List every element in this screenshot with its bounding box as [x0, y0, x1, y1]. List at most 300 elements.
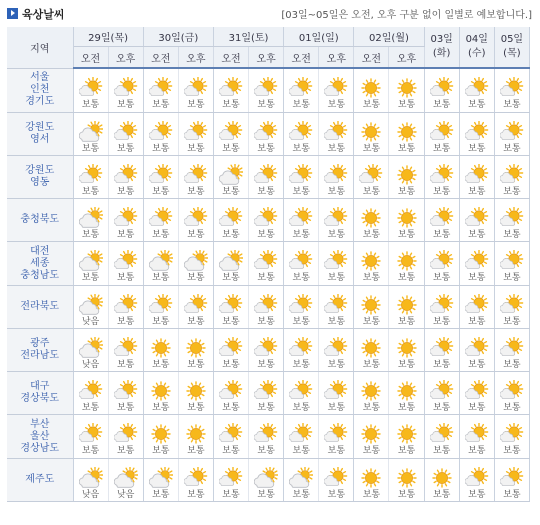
forecast-cell: [213, 156, 248, 199]
rain-chance-label: 보통: [116, 317, 135, 327]
rain-chance-label: 보통: [187, 230, 205, 240]
rain-chance-label: 보통: [292, 360, 310, 370]
forecast-cell: [178, 459, 213, 502]
forecast-cell: [389, 459, 424, 502]
rain-chance-label: 보통: [152, 490, 170, 500]
rain-chance-label: 보통: [503, 230, 521, 240]
rain-chance-label: 보통: [432, 230, 451, 240]
partly-cloudy-icon: [79, 380, 103, 402]
rain-chance-label: 보통: [152, 317, 170, 327]
forecast-cell: [494, 199, 529, 242]
partly-cloudy-icon: [219, 294, 243, 316]
rain-chance-label: 보통: [187, 144, 205, 154]
partly-cloudy-icon: [114, 294, 138, 316]
partly-cloudy-icon: [465, 423, 489, 445]
forecast-cell: [108, 459, 143, 502]
sunny-icon: [395, 467, 419, 489]
partly-cloudy-icon: [219, 423, 243, 445]
region-name: 충청북도: [7, 199, 73, 242]
partly-cloudy-icon: [430, 294, 454, 316]
forecast-cell: [319, 199, 354, 242]
partly-cloudy-icon: [430, 423, 454, 445]
partly-cloudy-icon: [149, 164, 173, 186]
rain-chance-label: 보통: [81, 273, 100, 283]
rain-chance-label: 보통: [362, 144, 381, 154]
partly-cloudy-icon: [254, 337, 278, 359]
partly-cloudy-icon: [219, 207, 243, 229]
forecast-cell: [459, 372, 494, 415]
rain-chance-label: 보통: [362, 490, 381, 500]
rain-chance-label: 보통: [257, 230, 275, 240]
forecast-cell: [73, 459, 108, 502]
forecast-cell: [178, 329, 213, 372]
rain-chance-label: 보통: [222, 144, 240, 154]
rain-chance-label: 보통: [81, 230, 100, 240]
partly-cloudy-icon: [219, 467, 243, 489]
partly-cloudy-icon: [289, 250, 313, 272]
partly-cloudy-icon: [500, 250, 524, 272]
rain-chance-label: 보통: [292, 144, 310, 154]
cloudy-sun-icon: [79, 121, 103, 143]
forecast-cell: [108, 156, 143, 199]
forecast-cell: [108, 199, 143, 242]
partly-cloudy-icon: [289, 337, 313, 359]
forecast-cell: [249, 242, 284, 286]
partly-cloudy-icon: [219, 77, 243, 99]
rain-chance-label: 보통: [257, 144, 275, 154]
partly-cloudy-icon: [114, 121, 138, 143]
forecast-cell: [143, 242, 178, 286]
partly-cloudy-icon: [254, 380, 278, 402]
rain-chance-label: 보통: [397, 187, 416, 197]
forecast-cell: [284, 199, 319, 242]
rain-chance-label: 보통: [362, 230, 381, 240]
partly-cloudy-icon: [219, 121, 243, 143]
partly-cloudy-icon: [289, 164, 313, 186]
forecast-cell: [73, 242, 108, 286]
forecast-cell: [424, 242, 459, 286]
rain-chance-label: 보통: [222, 446, 240, 456]
partly-cloudy-icon: [254, 77, 278, 99]
partly-cloudy-icon: [430, 337, 454, 359]
forecast-cell: [424, 459, 459, 502]
rain-chance-label: 보통: [503, 100, 521, 110]
rain-chance-label: 보통: [116, 100, 135, 110]
rain-chance-label: 보통: [362, 403, 381, 413]
rain-chance-label: 보통: [468, 273, 486, 283]
forecast-cell: [213, 372, 248, 415]
forecast-cell: [494, 459, 529, 502]
partly-cloudy-icon: [500, 164, 524, 186]
rain-chance-label: 보통: [503, 360, 521, 370]
forecast-cell: [178, 199, 213, 242]
rain-chance-label: 보통: [503, 144, 521, 154]
cloudy-sun-icon: [254, 467, 278, 489]
region-name: 부산 울산 경상남도: [7, 415, 73, 459]
rain-chance-label: 보통: [257, 273, 275, 283]
forecast-cell: [249, 286, 284, 329]
weather-table: [7, 27, 530, 502]
am-header: 오전: [73, 47, 108, 69]
forecast-cell: [284, 156, 319, 199]
partly-cloudy-icon: [254, 164, 278, 186]
pm-header: 오후: [178, 47, 213, 69]
page-title: 육상날씨: [22, 8, 65, 21]
rain-chance-label: 보통: [397, 446, 416, 456]
forecast-cell: [459, 459, 494, 502]
rain-chance-label: 보통: [503, 317, 521, 327]
partly-cloudy-icon: [465, 207, 489, 229]
forecast-cell: [213, 329, 248, 372]
rain-chance-label: 보통: [222, 403, 240, 413]
rain-chance-label: 보통: [432, 490, 451, 500]
rain-chance-label: 보통: [327, 446, 346, 456]
forecast-cell: [354, 113, 389, 156]
sunny-icon: [184, 423, 208, 445]
rain-chance-label: 보통: [327, 187, 346, 197]
forecast-cell: [319, 372, 354, 415]
forecast-cell: [494, 113, 529, 156]
region-row: [7, 113, 530, 156]
rain-chance-label: 보통: [257, 490, 275, 500]
forecast-cell: [73, 372, 108, 415]
rain-chance-label: 보통: [222, 360, 240, 370]
day-header: [424, 27, 459, 68]
forecast-cell: [319, 329, 354, 372]
forecast-cell: [108, 242, 143, 286]
forecast-cell: [213, 286, 248, 329]
partly-cloudy-icon: [254, 294, 278, 316]
forecast-cell: [249, 156, 284, 199]
sunny-icon: [184, 380, 208, 402]
rain-chance-label: 낮음: [81, 490, 100, 500]
region-row: [7, 242, 530, 286]
partly-cloudy-icon: [219, 337, 243, 359]
sunny-icon: [359, 121, 383, 143]
rain-chance-label: 보통: [152, 100, 170, 110]
rain-chance-label: 보통: [468, 317, 486, 327]
rain-chance-label: 보통: [116, 144, 135, 154]
rain-chance-label: 보통: [468, 230, 486, 240]
rain-chance-label: 보통: [432, 273, 451, 283]
rain-chance-label: 보통: [222, 187, 240, 197]
rain-chance-label: 보통: [116, 273, 135, 283]
partly-cloudy-icon: [500, 467, 524, 489]
forecast-cell: [143, 113, 178, 156]
rain-chance-label: 보통: [257, 187, 275, 197]
sunny-icon: [359, 337, 383, 359]
forecast-cell: [354, 329, 389, 372]
day-header-date: 05일: [500, 34, 524, 45]
partly-cloudy-icon: [324, 121, 348, 143]
rain-chance-label: 보통: [222, 100, 240, 110]
rain-chance-label: 보통: [292, 317, 310, 327]
rain-chance-label: 보통: [81, 100, 100, 110]
forecast-cell: [178, 113, 213, 156]
sunny-icon: [395, 164, 419, 186]
rain-chance-label: 보통: [222, 317, 240, 327]
forecast-cell: [73, 415, 108, 459]
sunny-icon: [359, 294, 383, 316]
forecast-cell: [249, 199, 284, 242]
partly-cloudy-icon: [289, 77, 313, 99]
rain-chance-label: 보통: [81, 144, 100, 154]
rain-chance-label: 보통: [327, 360, 346, 370]
forecast-cell: [319, 156, 354, 199]
rain-chance-label: 보통: [152, 446, 170, 456]
day-header: 30일(금): [143, 27, 213, 47]
forecast-cell: [249, 329, 284, 372]
region-name: 제주도: [7, 459, 73, 502]
partly-cloudy-icon: [289, 294, 313, 316]
rain-chance-label: 보통: [187, 490, 205, 500]
rain-chance-label: 보통: [257, 403, 275, 413]
day-header: 29일(목): [73, 27, 143, 47]
region-name: 강원도 영동: [7, 156, 73, 199]
rain-chance-label: 보통: [362, 446, 381, 456]
cloudy-sun-icon: [79, 207, 103, 229]
forecast-cell: [178, 372, 213, 415]
partly-cloudy-icon: [184, 164, 208, 186]
sunny-icon: [395, 380, 419, 402]
rain-chance-label: 보통: [152, 187, 170, 197]
forecast-cell: [494, 329, 529, 372]
forecast-cell: [354, 199, 389, 242]
day-header: [494, 27, 529, 68]
forecast-cell: [213, 113, 248, 156]
partly-cloudy-icon: [465, 380, 489, 402]
rain-chance-label: 보통: [222, 230, 240, 240]
forecast-cell: [284, 459, 319, 502]
day-header-date: 04일: [465, 34, 488, 45]
day-header: 02일(월): [354, 27, 424, 47]
partly-cloudy-icon: [254, 121, 278, 143]
forecast-cell: [284, 113, 319, 156]
region-name: 전라북도: [7, 286, 73, 329]
forecast-cell: [354, 372, 389, 415]
rain-chance-label: 보통: [432, 317, 451, 327]
day-header-weekday: (수): [468, 48, 486, 59]
partly-cloudy-icon: [324, 380, 348, 402]
region-name: 서울 인천 경기도: [7, 68, 73, 113]
region-row: [7, 286, 530, 329]
pm-header: 오후: [389, 47, 424, 69]
partly-cloudy-icon: [114, 337, 138, 359]
rain-chance-label: 낮음: [81, 317, 100, 327]
partly-cloudy-icon: [184, 207, 208, 229]
forecast-cell: [319, 113, 354, 156]
rain-chance-label: 보통: [292, 230, 310, 240]
sunny-icon: [359, 380, 383, 402]
rain-chance-label: 보통: [468, 100, 486, 110]
partly-cloudy-icon: [430, 250, 454, 272]
forecast-cell: [424, 372, 459, 415]
title-arrow-icon: [7, 8, 18, 19]
rain-chance-label: 보통: [327, 273, 346, 283]
forecast-cell: [494, 156, 529, 199]
partly-cloudy-icon: [149, 77, 173, 99]
rain-chance-label: 낮음: [116, 490, 135, 500]
rain-chance-label: 보통: [292, 187, 310, 197]
pm-header: 오후: [319, 47, 354, 69]
cloudy-sun-icon: [79, 337, 103, 359]
rain-chance-label: 보통: [152, 230, 170, 240]
partly-cloudy-icon: [359, 164, 383, 186]
rain-chance-label: 보통: [292, 490, 310, 500]
sunny-icon: [359, 467, 383, 489]
partly-cloudy-icon: [465, 164, 489, 186]
forecast-cell: [108, 68, 143, 113]
partly-cloudy-icon: [430, 207, 454, 229]
partly-cloudy-icon: [324, 164, 348, 186]
forecast-cell: [494, 242, 529, 286]
forecast-cell: [213, 199, 248, 242]
partly-cloudy-icon: [114, 250, 138, 272]
partly-cloudy-icon: [254, 207, 278, 229]
cloudy-sun-icon: [79, 250, 103, 272]
forecast-cell: [459, 199, 494, 242]
sunny-icon: [395, 337, 419, 359]
forecast-cell: [354, 68, 389, 113]
forecast-cell: [459, 68, 494, 113]
forecast-cell: [354, 156, 389, 199]
rain-chance-label: 보통: [257, 100, 275, 110]
rain-chance-label: 보통: [327, 100, 346, 110]
forecast-cell: [319, 286, 354, 329]
forecast-cell: [284, 286, 319, 329]
partly-cloudy-icon: [324, 77, 348, 99]
forecast-cell: [249, 415, 284, 459]
forecast-cell: [73, 199, 108, 242]
partly-cloudy-icon: [500, 121, 524, 143]
forecast-cell: [354, 286, 389, 329]
forecast-cell: [389, 415, 424, 459]
rain-chance-label: 보통: [362, 360, 381, 370]
forecast-cell: [284, 329, 319, 372]
rain-chance-label: 보통: [187, 446, 205, 456]
forecast-cell: [319, 459, 354, 502]
rain-chance-label: 보통: [292, 446, 310, 456]
forecast-cell: [143, 286, 178, 329]
cloudy-sun-icon: [149, 467, 173, 489]
forecast-cell: [178, 68, 213, 113]
partly-cloudy-icon: [254, 423, 278, 445]
forecast-cell: [389, 68, 424, 113]
forecast-cell: [213, 68, 248, 113]
region-header: 지역: [7, 27, 73, 68]
partly-cloudy-icon: [79, 423, 103, 445]
rain-chance-label: 보통: [187, 100, 205, 110]
forecast-cell: [73, 68, 108, 113]
rain-chance-label: 보통: [468, 403, 486, 413]
partly-cloudy-icon: [430, 164, 454, 186]
sunny-icon: [149, 380, 173, 402]
forecast-cell: [459, 329, 494, 372]
forecast-cell: [143, 199, 178, 242]
pm-header: 오후: [108, 47, 143, 69]
forecast-cell: [494, 415, 529, 459]
forecast-cell: [73, 329, 108, 372]
rain-chance-label: 보통: [116, 360, 135, 370]
region-row: [7, 372, 530, 415]
forecast-cell: [73, 286, 108, 329]
rain-chance-label: 보통: [116, 446, 135, 456]
rain-chance-label: 보통: [397, 144, 416, 154]
forecast-cell: [459, 415, 494, 459]
forecast-cell: [108, 415, 143, 459]
rain-chance-label: 보통: [397, 100, 416, 110]
region-row: [7, 459, 530, 502]
forecast-cell: [213, 242, 248, 286]
rain-chance-label: 보통: [397, 403, 416, 413]
partly-cloudy-icon: [184, 77, 208, 99]
forecast-cell: [354, 459, 389, 502]
region-row: [7, 199, 530, 242]
partly-cloudy-icon: [324, 250, 348, 272]
rain-chance-label: 보통: [257, 360, 275, 370]
partly-cloudy-icon: [465, 467, 489, 489]
am-header: 오전: [284, 47, 319, 69]
forecast-cell: [178, 156, 213, 199]
rain-chance-label: 보통: [327, 317, 346, 327]
forecast-cell: [319, 68, 354, 113]
rain-chance-label: 보통: [152, 273, 170, 283]
partly-cloudy-icon: [114, 164, 138, 186]
rain-chance-label: 보통: [257, 446, 275, 456]
rain-chance-label: 보통: [362, 187, 381, 197]
partly-cloudy-icon: [324, 467, 348, 489]
partly-cloudy-icon: [184, 467, 208, 489]
forecast-cell: [178, 242, 213, 286]
partly-cloudy-icon: [500, 337, 524, 359]
partly-cloudy-icon: [465, 77, 489, 99]
partly-cloudy-icon: [430, 380, 454, 402]
sunny-icon: [395, 294, 419, 316]
sunny-icon: [395, 207, 419, 229]
rain-chance-label: 보통: [327, 490, 346, 500]
region-row: [7, 329, 530, 372]
forecast-cell: [108, 113, 143, 156]
partly-cloudy-icon: [465, 250, 489, 272]
region-row: [7, 156, 530, 199]
forecast-cell: [73, 156, 108, 199]
forecast-cell: [284, 415, 319, 459]
forecast-cell: [459, 156, 494, 199]
forecast-cell: [354, 415, 389, 459]
forecast-cell: [178, 415, 213, 459]
forecast-cell: [459, 113, 494, 156]
partly-cloudy-icon: [324, 423, 348, 445]
rain-chance-label: 보통: [432, 187, 451, 197]
forecast-cell: [143, 372, 178, 415]
partly-cloudy-icon: [149, 294, 173, 316]
am-header: 오전: [213, 47, 248, 69]
forecast-cell: [284, 68, 319, 113]
partly-cloudy-icon: [114, 423, 138, 445]
partly-cloudy-icon: [254, 250, 278, 272]
region-name: 강원도 영서: [7, 113, 73, 156]
partly-cloudy-icon: [500, 423, 524, 445]
rain-chance-label: 보통: [468, 490, 486, 500]
cloudy-sun-icon: [79, 467, 103, 489]
rain-chance-label: 보통: [468, 144, 486, 154]
forecast-cell: [143, 415, 178, 459]
rain-chance-label: 보통: [397, 490, 416, 500]
forecast-cell: [389, 156, 424, 199]
rain-chance-label: 보통: [503, 403, 521, 413]
sunny-icon: [395, 423, 419, 445]
rain-chance-label: 보통: [503, 273, 521, 283]
